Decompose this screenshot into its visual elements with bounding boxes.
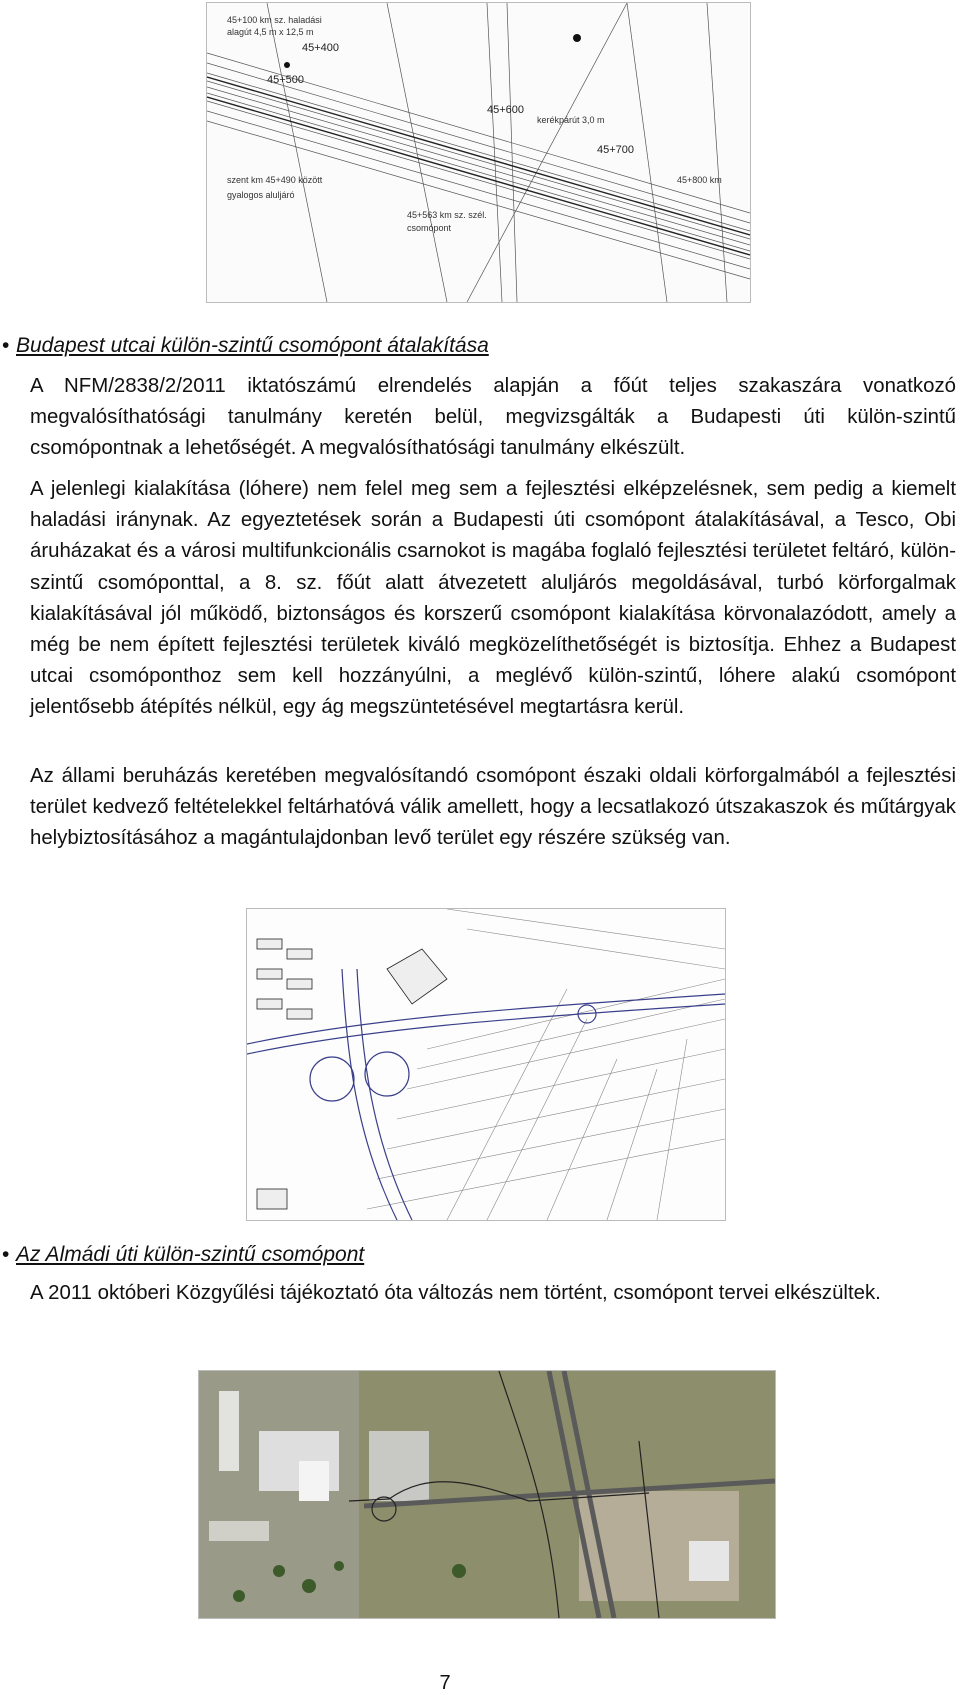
svg-text:szent km 45+490 között: szent km 45+490 között (227, 175, 323, 185)
bullet-icon: • (2, 1243, 10, 1266)
svg-text:45+100 km sz. haladási: 45+100 km sz. haladási (227, 15, 322, 25)
paragraph: A NFM/2838/2/2011 iktatószámú elrendelés alapján a főút teljes szakaszára vonatkozó megvalósíthatósági tanulmány keretén belül, megvizsgálták a Budapesti úti külön-szintű csomópontnak a lehetőségét. A megvalósíthatósági tanulmány elkészült. (30, 375, 956, 460)
station-label: 45+700 (597, 144, 635, 156)
aerial-photo (198, 1370, 776, 1619)
page-number: 7 (439, 1672, 451, 1694)
section-title: Az Almádi úti külön-szintű csomópont (16, 1243, 365, 1266)
bullet-icon: • (2, 334, 10, 357)
section-heading (2, 1243, 364, 1267)
road-plan-drawing (206, 2, 751, 303)
paragraph: A jelenlegi kialakítása (lóhere) nem felel meg sem a fejlesztési elképzelésnek, sem pedig a kiemelt haladási iránynak. Az egyeztetések során a Budapesti úti csomópont átalakításával, a Tesco, Obi áruházakat és a városi multifunkcionális csarnokot is magába foglaló fejlesztési területet feltáró, külön-szintű csomóponttal, a 8. sz. főút alatt átvezetett aluljárós megoldásával, turbó körforgalmak kialakításával jól működő, biztonságos és korszerű csomópont kialakítása körvonalazódott, amely a még be nem épített fejlesztési területek kiváló megközelíthetőségét is biztosítja. Ehhez a Budapest utcai csomóponthoz sem kell hozzányúlni, a meglévő külön-szintű, lóhere alakú csomópont jelentősebb átépítés nélkül, egy ág megszüntetésével megtartásra kerül. (30, 478, 956, 719)
svg-text:kerékpárút 3,0 m: kerékpárút 3,0 m (537, 115, 605, 125)
station-label: 45+500 (267, 74, 305, 86)
svg-text:csomópont: csomópont (407, 223, 452, 233)
section-heading (2, 334, 489, 358)
station-label: 45+400 (302, 42, 340, 54)
paragraph: Az állami beruházás keretében megvalósítandó csomópont északi oldali körforgalmából a fejlesztési terület kedvező feltételekkel feltárhatóvá válik amellett, hogy a lecsatlakozó útszakaszok és műtárgyak helybiztosításához a magántulajdonban levő terület egy részére szükség van. (30, 765, 956, 850)
interchange-plan-drawing (246, 908, 726, 1221)
svg-text:45+800 km: 45+800 km (677, 175, 722, 185)
svg-text:alagút 4,5 m x 12,5 m: alagút 4,5 m x 12,5 m (227, 27, 314, 37)
station-label: 45+600 (487, 104, 525, 116)
svg-text:gyalogos aluljáró: gyalogos aluljáró (227, 190, 295, 200)
svg-text:45+563 km sz. szél.: 45+563 km sz. szél. (407, 210, 487, 220)
section-title: Budapest utcai külön-szintű csomópont átalakítása (16, 334, 489, 357)
paragraph: A 2011 októberi Közgyűlési tájékoztató óta változás nem történt, csomópont tervei elkészültek. (30, 1282, 881, 1304)
